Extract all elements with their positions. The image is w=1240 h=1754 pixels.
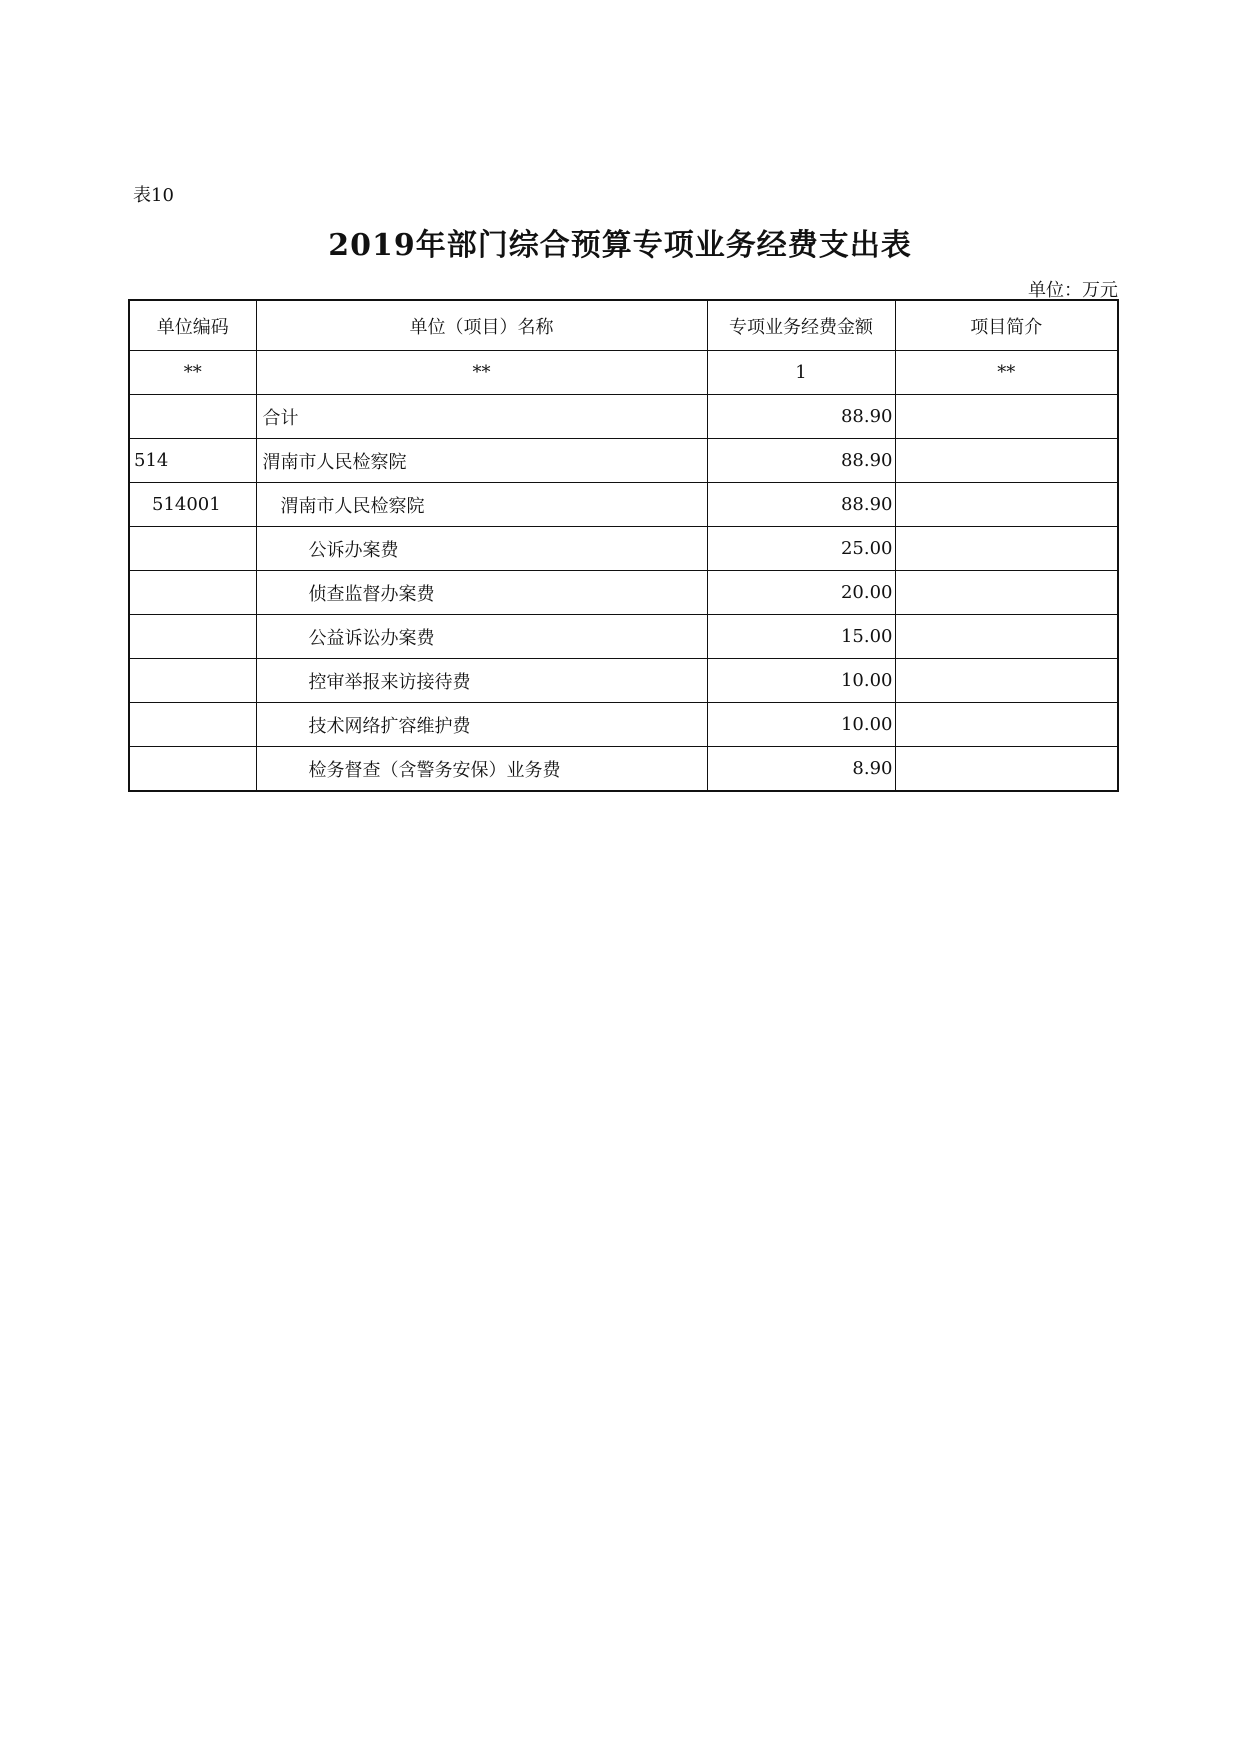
row-amount: 88.90 <box>707 395 895 439</box>
page-title: 2019年部门综合预算专项业务经费支出表 <box>328 228 912 263</box>
table-row <box>129 395 1118 439</box>
table-row <box>129 483 1118 527</box>
header-code: 单位编码 <box>129 300 256 351</box>
header-amount: 专项业务经费金额 <box>707 300 895 351</box>
row-name: 侦查监督办案费 <box>256 571 707 615</box>
row-name: 渭南市人民检察院 <box>256 483 707 527</box>
row-name: 公诉办案费 <box>256 527 707 571</box>
table-number: 表10 <box>133 185 174 206</box>
row-name: 渭南市人民检察院 <box>256 439 707 483</box>
index-code: ** <box>129 351 256 395</box>
row-code: 514 <box>129 439 256 483</box>
row-amount: 8.90 <box>707 747 895 792</box>
row-code <box>129 571 256 615</box>
table-row <box>129 703 1118 747</box>
row-code <box>129 527 256 571</box>
row-intro <box>895 659 1118 703</box>
unit-label: 单位：万元 <box>1028 280 1118 301</box>
row-intro <box>895 571 1118 615</box>
table-row <box>129 615 1118 659</box>
row-amount: 25.00 <box>707 527 895 571</box>
row-code <box>129 615 256 659</box>
row-name: 技术网络扩容维护费 <box>256 703 707 747</box>
row-name: 检务督查（含警务安保）业务费 <box>256 747 707 792</box>
row-code <box>129 747 256 792</box>
row-intro <box>895 483 1118 527</box>
row-code: 514001 <box>129 483 256 527</box>
row-code <box>129 659 256 703</box>
budget-table <box>128 299 1119 792</box>
index-row <box>129 351 1118 395</box>
row-code <box>129 703 256 747</box>
header-intro: 项目简介 <box>895 300 1118 351</box>
header-row <box>129 300 1118 351</box>
row-intro <box>895 527 1118 571</box>
row-amount: 15.00 <box>707 615 895 659</box>
row-intro <box>895 439 1118 483</box>
row-amount: 10.00 <box>707 659 895 703</box>
row-name: 控审举报来访接待费 <box>256 659 707 703</box>
index-name: ** <box>256 351 707 395</box>
table-row <box>129 659 1118 703</box>
table-row <box>129 527 1118 571</box>
row-code <box>129 395 256 439</box>
row-intro <box>895 747 1118 792</box>
table-row <box>129 571 1118 615</box>
index-amount: 1 <box>707 351 895 395</box>
row-amount: 88.90 <box>707 439 895 483</box>
index-intro: ** <box>895 351 1118 395</box>
row-intro <box>895 703 1118 747</box>
row-intro <box>895 615 1118 659</box>
row-amount: 88.90 <box>707 483 895 527</box>
header-name: 单位（项目）名称 <box>256 300 707 351</box>
row-amount: 20.00 <box>707 571 895 615</box>
row-amount: 10.00 <box>707 703 895 747</box>
row-name: 合计 <box>256 395 707 439</box>
table-row <box>129 439 1118 483</box>
row-name: 公益诉讼办案费 <box>256 615 707 659</box>
row-intro <box>895 395 1118 439</box>
table-row <box>129 747 1118 792</box>
